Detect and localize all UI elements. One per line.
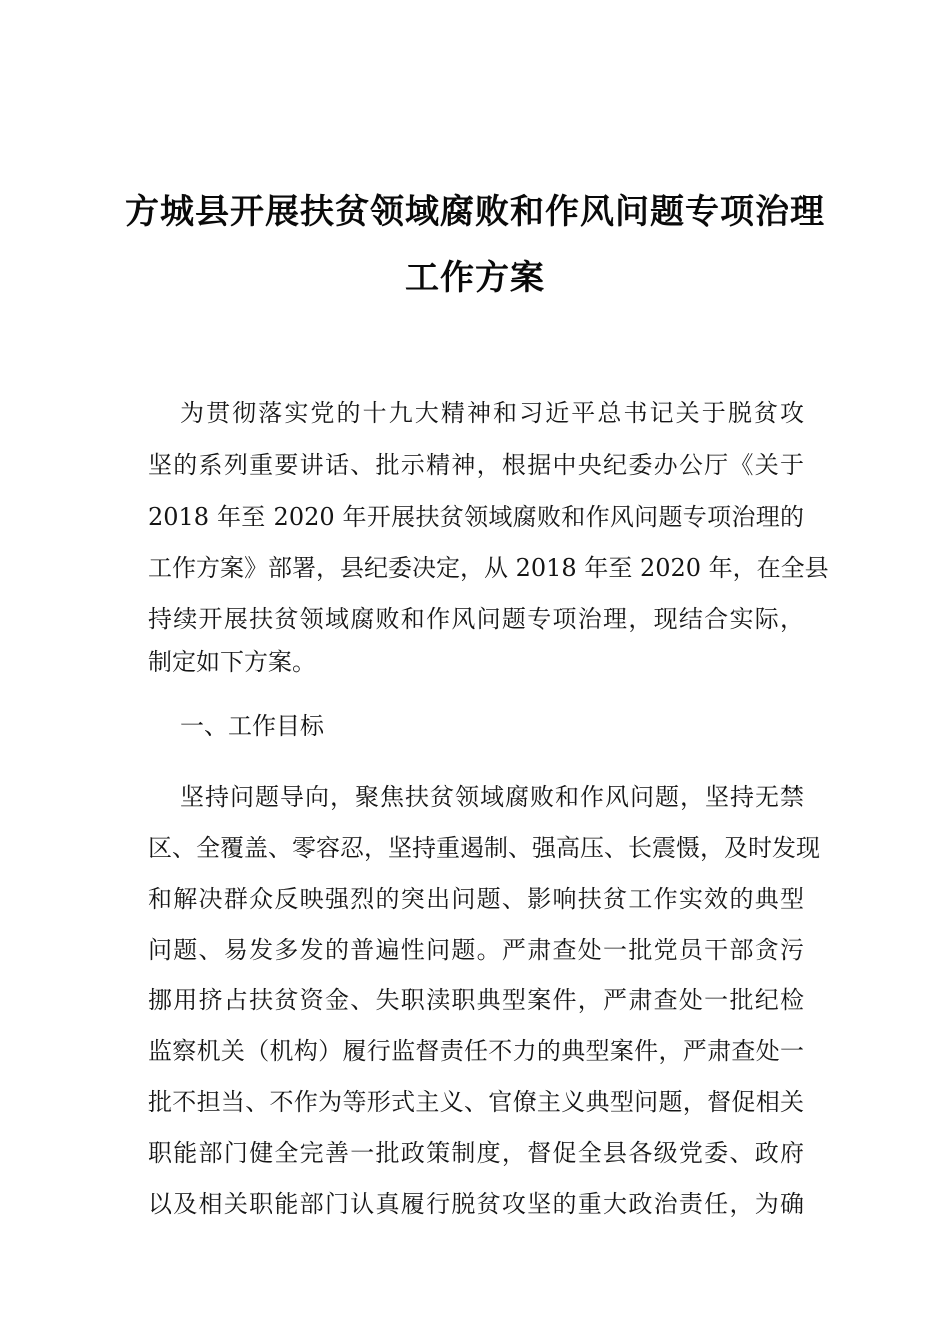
goals-line: 和解决群众反映强烈的突出问题、影响扶贫工作实效的典型 (148, 885, 804, 913)
intro-line: 为贯彻落实党的十九大精神和习近平总书记关于脱贫攻 (180, 399, 804, 427)
goals-line: 坚持问题导向，聚焦扶贫领域腐败和作风问题，坚持无禁 (180, 783, 804, 811)
goals-line: 监察机关（机构）履行监督责任不力的典型案件，严肃查处一 (148, 1037, 804, 1065)
goals-line: 以及相关职能部门认真履行脱贫攻坚的重大政治责任，为确 (148, 1190, 804, 1218)
goals-line: 问题、易发多发的普遍性问题。严肃查处一批党员干部贪污 (148, 936, 804, 964)
document-title-line-1: 方城县开展扶贫领域腐败和作风问题专项治理 (125, 192, 825, 232)
goals-line: 区、全覆盖、零容忍，坚持重遏制、强高压、长震慑，及时发现 (148, 834, 820, 862)
intro-line: 持续开展扶贫领域腐败和作风问题专项治理，现结合实际， (148, 605, 804, 633)
goals-line: 职能部门健全完善一批政策制度，督促全县各级党委、政府 (148, 1139, 804, 1167)
intro-line: 2018 年至 2020 年开展扶贫领域腐败和作风问题专项治理的 (148, 503, 804, 531)
document-title-line-2: 工作方案 (405, 258, 545, 298)
goals-line: 挪用挤占扶贫资金、失职渎职典型案件，严肃查处一批纪检 (148, 986, 804, 1014)
intro-line: 坚的系列重要讲话、批示精神，根据中央纪委办公厅《关于 (148, 451, 804, 479)
intro-line: 工作方案》部署，县纪委决定，从 2018 年至 2020 年，在全县 (148, 554, 829, 582)
section-heading-goals: 一、工作目标 (180, 712, 324, 740)
goals-line: 批不担当、不作为等形式主义、官僚主义典型问题，督促相关 (148, 1088, 804, 1116)
intro-line: 制定如下方案。 (148, 648, 316, 676)
